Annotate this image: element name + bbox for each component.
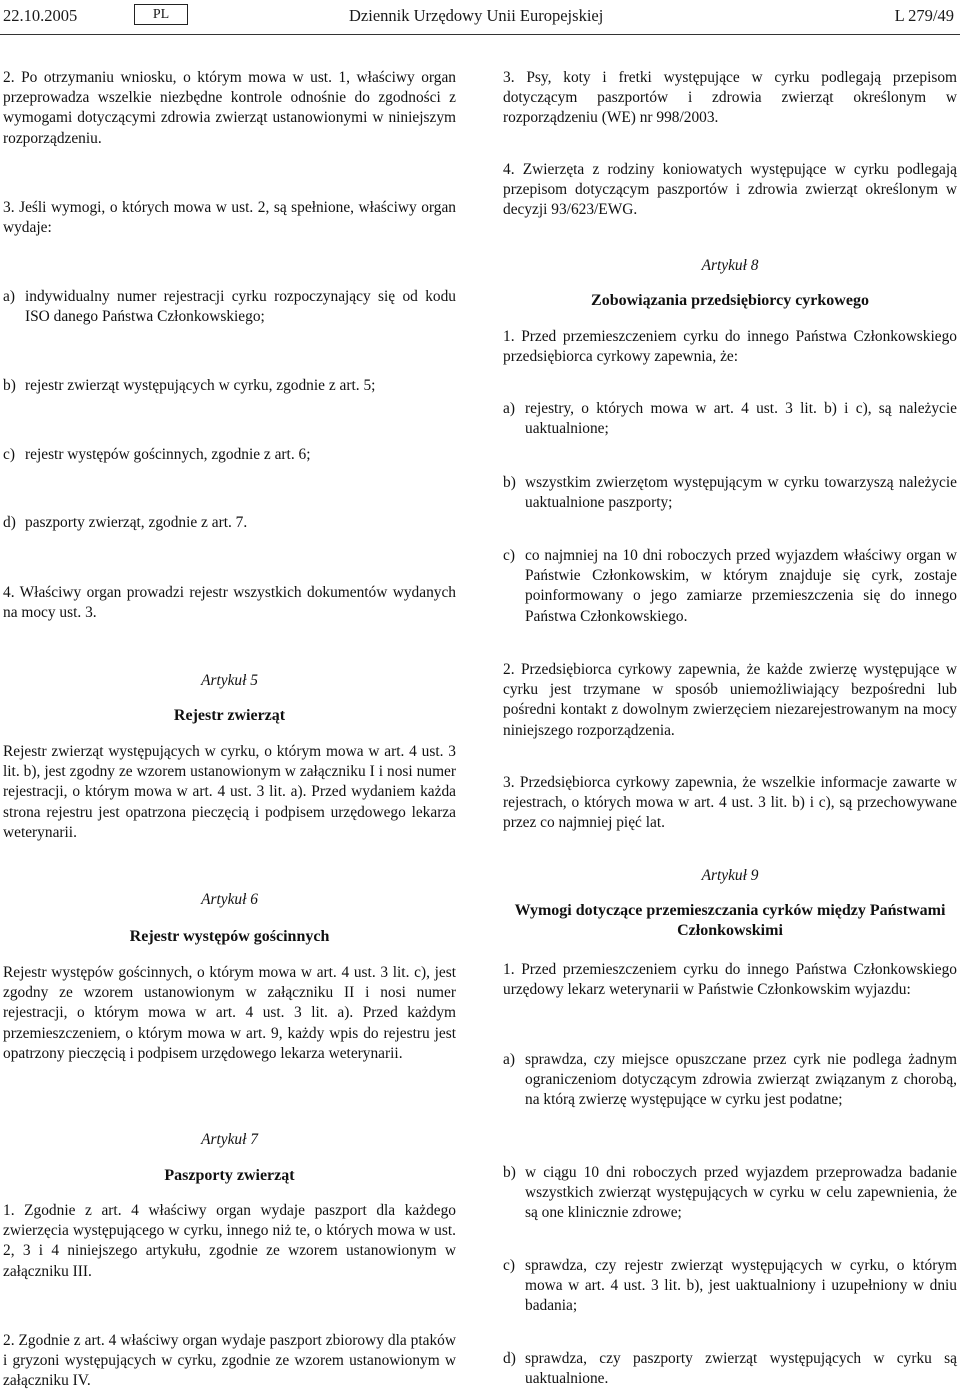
article-7-number: Artykuł 7 [201, 1131, 258, 1148]
article-8-title: Zobowiązania przedsiębiorcy cyrkowego [591, 292, 869, 309]
paragraph-7-4: 4. Zwierzęta z rodziny koniowatych występujące w cyrku podlegają przepisom dotyczącym paszportów i zdrowia zwierząt określonym w decyzji 93/623/EWG. [503, 161, 957, 219]
list-item-label: c) [503, 1257, 515, 1274]
list-item-text: sprawdza, czy paszporty zwierząt występujących w cyrku są uaktualnione. [525, 1350, 957, 1388]
list-item-label: b) [503, 1164, 516, 1181]
obligation-item-b [503, 473, 957, 513]
obligation-item-a [503, 399, 957, 439]
header-rule [0, 34, 960, 35]
list-item-label: a) [503, 1051, 515, 1068]
inspection-item-c [503, 1256, 957, 1317]
obligation-item-c [503, 546, 957, 627]
article-8-number: Artykuł 8 [701, 257, 759, 274]
article-7-paragraph-2: 2. Zgodnie z art. 4 właściwy organ wydaje paszport zbiorowy dla ptaków i gryzoni występujących w cyrku, zgodnie ze wzorem ustanowionym w załączniku IV. [3, 1332, 456, 1390]
list-item-text: paszporty zwierząt, zgodnie z art. 7. [25, 514, 248, 531]
article-9-number: Artykuł 9 [701, 867, 759, 884]
article-6-text: Rejestr występów gościnnych, o którym mowa w art. 4 ust. 3 lit. c), jest zgodny ze wzorem ustanowionym w załączniku II i nosi numer rejestracji, o którym mowa w art. 4 ust. 3 lit. a). Przed każdym przemieszczeniem, o którym mowa w art. 9, każdy wpis do rejestru jest opatrzony pieczęcią i podpisem urzędowego lekarza weterynarii. [3, 964, 456, 1062]
page-reference: L 279/49 [894, 6, 954, 25]
list-item-text: wszystkim zwierzętom występującym w cyrku towarzyszą należycie uaktualnione paszporty; [525, 474, 957, 512]
list-item-text: sprawdza, czy miejsce opuszczane przez cyrk nie podlega żadnym ograniczeniom dotyczącym zdrowia zwierząt związanym z chorobą, na którą zwierzę występujące w cyrku jest podatne; [525, 1051, 957, 1109]
list-item-b [3, 376, 456, 396]
article-7-title: Paszporty zwierząt [164, 1167, 295, 1184]
paragraph-7-3: 3. Psy, koty i fretki występujące w cyrku podlegają przepisom dotyczącym paszportów i zdrowia zwierząt określonym w rozporządzeniu (WE) nr 998/2003. [503, 69, 957, 127]
inspection-item-a [503, 1050, 957, 1111]
list-item-c [3, 445, 456, 465]
paragraph-4-3: 3. Jeśli wymogi, o których mowa w ust. 2, są spełnione, właściwy organ wydaje: [3, 199, 456, 237]
list-item-text: rejestr występów gościnnych, zgodnie z art. 6; [25, 446, 311, 463]
list-item-label: c) [3, 446, 15, 463]
list-item-label: c) [503, 547, 515, 564]
article-9-title: Wymogi dotyczące przemieszczania cyrków między Państwami Członkowskimi [514, 902, 946, 939]
list-item-label: a) [3, 288, 15, 305]
article-7-paragraph-1: 1. Zgodnie z art. 4 właściwy organ wydaje paszport dla każdego zwierzęcia występującego w cyrku, innego niż te, o których mowa w ust. 2, 3 i 4 niniejszego artykułu, zgodnie ze wzorem ustanowionym w załączniku III. [3, 1202, 456, 1280]
list-item-label: d) [503, 1350, 516, 1367]
publication-date: 22.10.2005 [3, 6, 78, 25]
list-item-label: b) [3, 377, 16, 394]
paragraph-4-4: 4. Właściwy organ prowadzi rejestr wszystkich dokumentów wydanych na mocy ust. 3. [3, 584, 456, 622]
article-8-paragraph-2: 2. Przedsiębiorca cyrkowy zapewnia, że każde zwierzę występujące w cyrku jest trzymane w sposób uniemożliwiający bezpośredni lub pośredni kontakt z dowolnym zwierzęciem niezarejestrowanym na mocy niniejszego rozporządzenia. [503, 661, 957, 739]
article-8-paragraph-1: 1. Przed przemieszczeniem cyrku do innego Państwa Członkowskiego przedsiębiorca cyrkowy zapewnia, że: [503, 328, 957, 366]
list-item-text: co najmniej na 10 dni roboczych przed wyjazdem właściwy organ w Państwie Członkowskim, w którym znajduje się cyrk, zostaje poinformowany o jego zamiarze przemieszczenia się do innego Państwa Członkowskiego. [525, 547, 957, 625]
list-item-text: rejestr zwierząt występujących w cyrku, zgodnie z art. 5; [25, 377, 376, 394]
list-item-d [3, 513, 456, 533]
list-item-text: sprawdza, czy rejestr zwierząt występujących w cyrku, o którym mowa w art. 4 ust. 3 lit. b), jest uaktualniony i uzupełniony w dniu badania; [525, 1257, 957, 1315]
article-9-paragraph-1: 1. Przed przemieszczeniem cyrku do innego Państwa Członkowskiego urzędowy lekarz weterynarii w Państwie Członkowskim wyjazdu: [503, 961, 957, 999]
list-item-label: a) [503, 400, 515, 417]
journal-title: Dziennik Urzędowy Unii Europejskiej [349, 6, 604, 25]
list-item-label: d) [3, 514, 16, 531]
article-5-number: Artykuł 5 [201, 672, 258, 689]
paragraph-4-2: 2. Po otrzymaniu wniosku, o którym mowa w ust. 1, właściwy organ przeprowadza wszelkie niezbędne kontrole odnośnie do zgodności z wymogami dotyczącymi zdrowia zwierząt ustanowionymi w niniejszym rozporządzeniu. [3, 69, 456, 147]
article-5-text: Rejestr zwierząt występujących w cyrku, o którym mowa w art. 4 ust. 3 lit. b), jest zgodny ze wzorem ustanowionym w załączniku I i nosi numer rejestracji, o którym mowa w art. 4 ust. 3 lit. a). Przed wydaniem każda strona rejestru jest opatrzona pieczęcią i podpisem urzędowego lekarza weterynarii. [3, 743, 456, 841]
article-5-title: Rejestr zwierząt [173, 707, 286, 724]
list-item-text: indywidualny numer rejestracji cyrku rozpoczynający się od kodu ISO danego Państwa Członkowskiego; [25, 288, 456, 326]
list-item-label: b) [503, 474, 516, 491]
article-8-paragraph-3: 3. Przedsiębiorca cyrkowy zapewnia, że wszelkie informacje zawarte w rejestrach, o których mowa w art. 4 ust. 3 lit. b) i c), są przechowywane przez co najmniej pięć lat. [503, 774, 957, 832]
article-6-number: Artykuł 6 [201, 891, 258, 908]
article-6-title: Rejestr występów gościnnych [129, 928, 330, 945]
inspection-item-d [503, 1349, 957, 1389]
list-item-text: w ciągu 10 dni roboczych przed wyjazdem przeprowadza badanie wszystkich zwierząt występujących w cyrku w celu zapewnienia, że są one klinicznie zdrowe; [525, 1164, 957, 1222]
page-header [0, 4, 960, 28]
list-item-text: rejestry, o których mowa w art. 4 ust. 3 lit. b) i c), są należycie uaktualnione; [525, 400, 957, 438]
language-code-box: PL [134, 4, 188, 25]
inspection-item-b [503, 1163, 957, 1224]
list-item-a [3, 287, 456, 327]
